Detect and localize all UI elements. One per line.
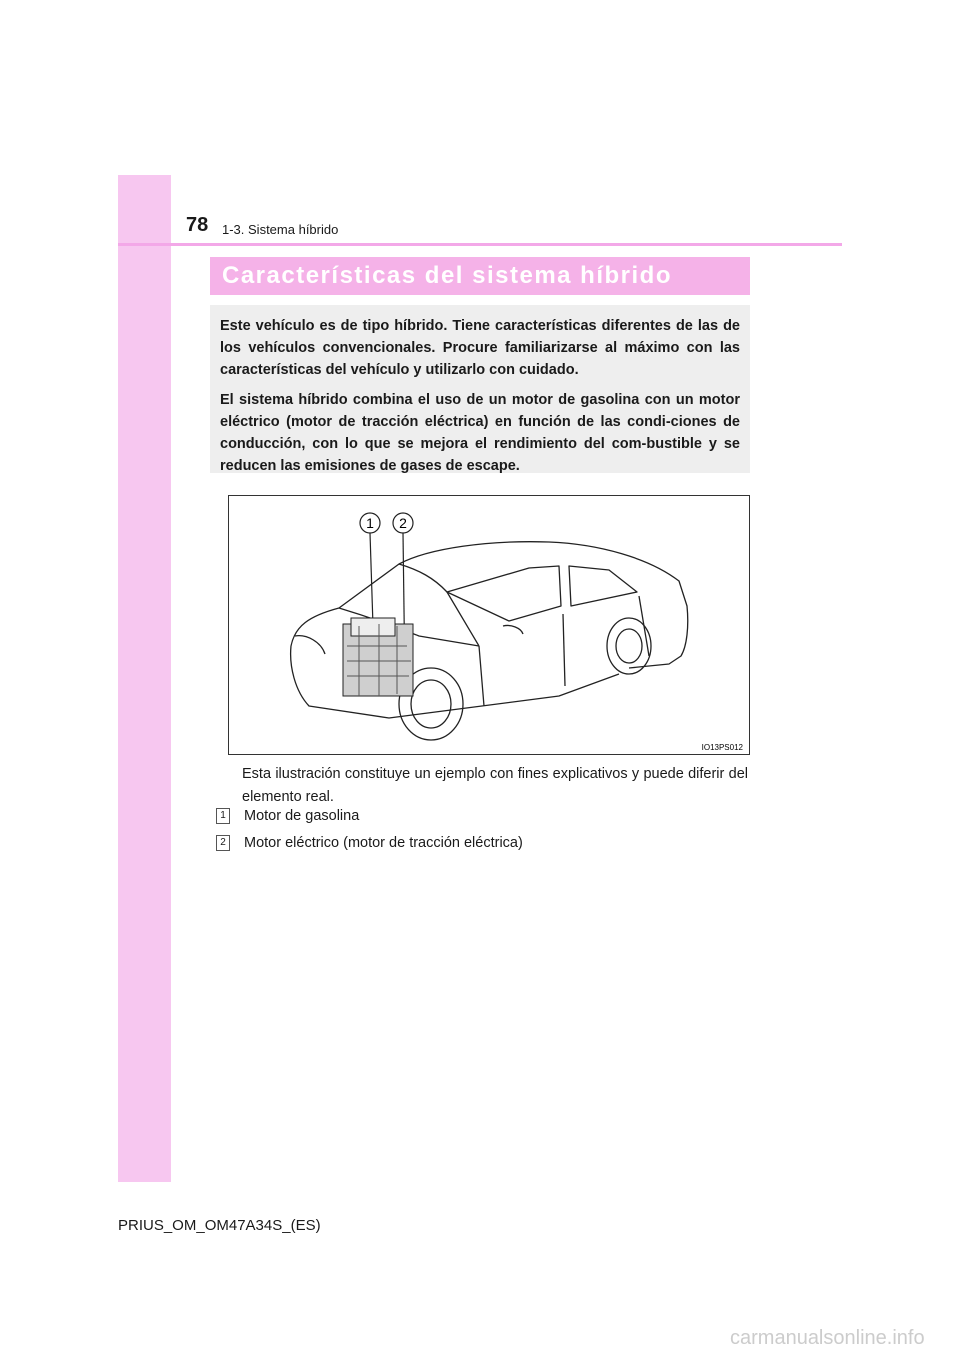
section-title: 1-3. Sistema híbrido xyxy=(222,222,339,237)
watermark: carmanualsonline.info xyxy=(730,1327,925,1349)
legend-label-1: Motor de gasolina xyxy=(244,808,360,824)
hybrid-car-illustration xyxy=(229,496,749,754)
figure-frame xyxy=(228,495,750,755)
callout-1 xyxy=(360,513,380,626)
side-tab-bar xyxy=(118,175,171,1182)
page-number: 78 xyxy=(186,214,209,236)
figure-code: IO13PS012 xyxy=(701,743,743,752)
figure-caption: Esta ilustración constituye un ejemplo con fines explicativos y puede diferir del elemento real. xyxy=(242,766,748,805)
intro-box xyxy=(210,305,750,473)
intro-paragraph-1: Este vehículo es de tipo híbrido. Tiene características diferentes de las de los vehículos convencionales. Procure familiarizarse al máximo con las características del vehículo y utilizarlo con cuidado. xyxy=(220,318,740,378)
page-title: Características del sistema híbrido xyxy=(210,257,750,295)
header-divider xyxy=(118,243,842,246)
legend-item-1 xyxy=(216,808,359,824)
legend-item-2 xyxy=(216,835,523,851)
legend-number-2: 2 xyxy=(216,835,230,851)
legend-number-1: 1 xyxy=(216,808,230,824)
callout-2-label: 2 xyxy=(399,515,407,531)
document-code: PRIUS_OM_OM47A34S_(ES) xyxy=(118,1217,321,1234)
legend-label-2: Motor eléctrico (motor de tracción eléctrica) xyxy=(244,835,523,851)
engine-block xyxy=(343,618,413,696)
intro-paragraph-2: El sistema híbrido combina el uso de un motor de gasolina con un motor eléctrico (motor de tracción eléctrica) en función de las condi-ciones de conducción, con lo que se mejora el rendimiento del com-bustible y se reducen las emisiones de gases de escape. xyxy=(220,392,740,474)
callout-1-label: 1 xyxy=(366,515,374,531)
